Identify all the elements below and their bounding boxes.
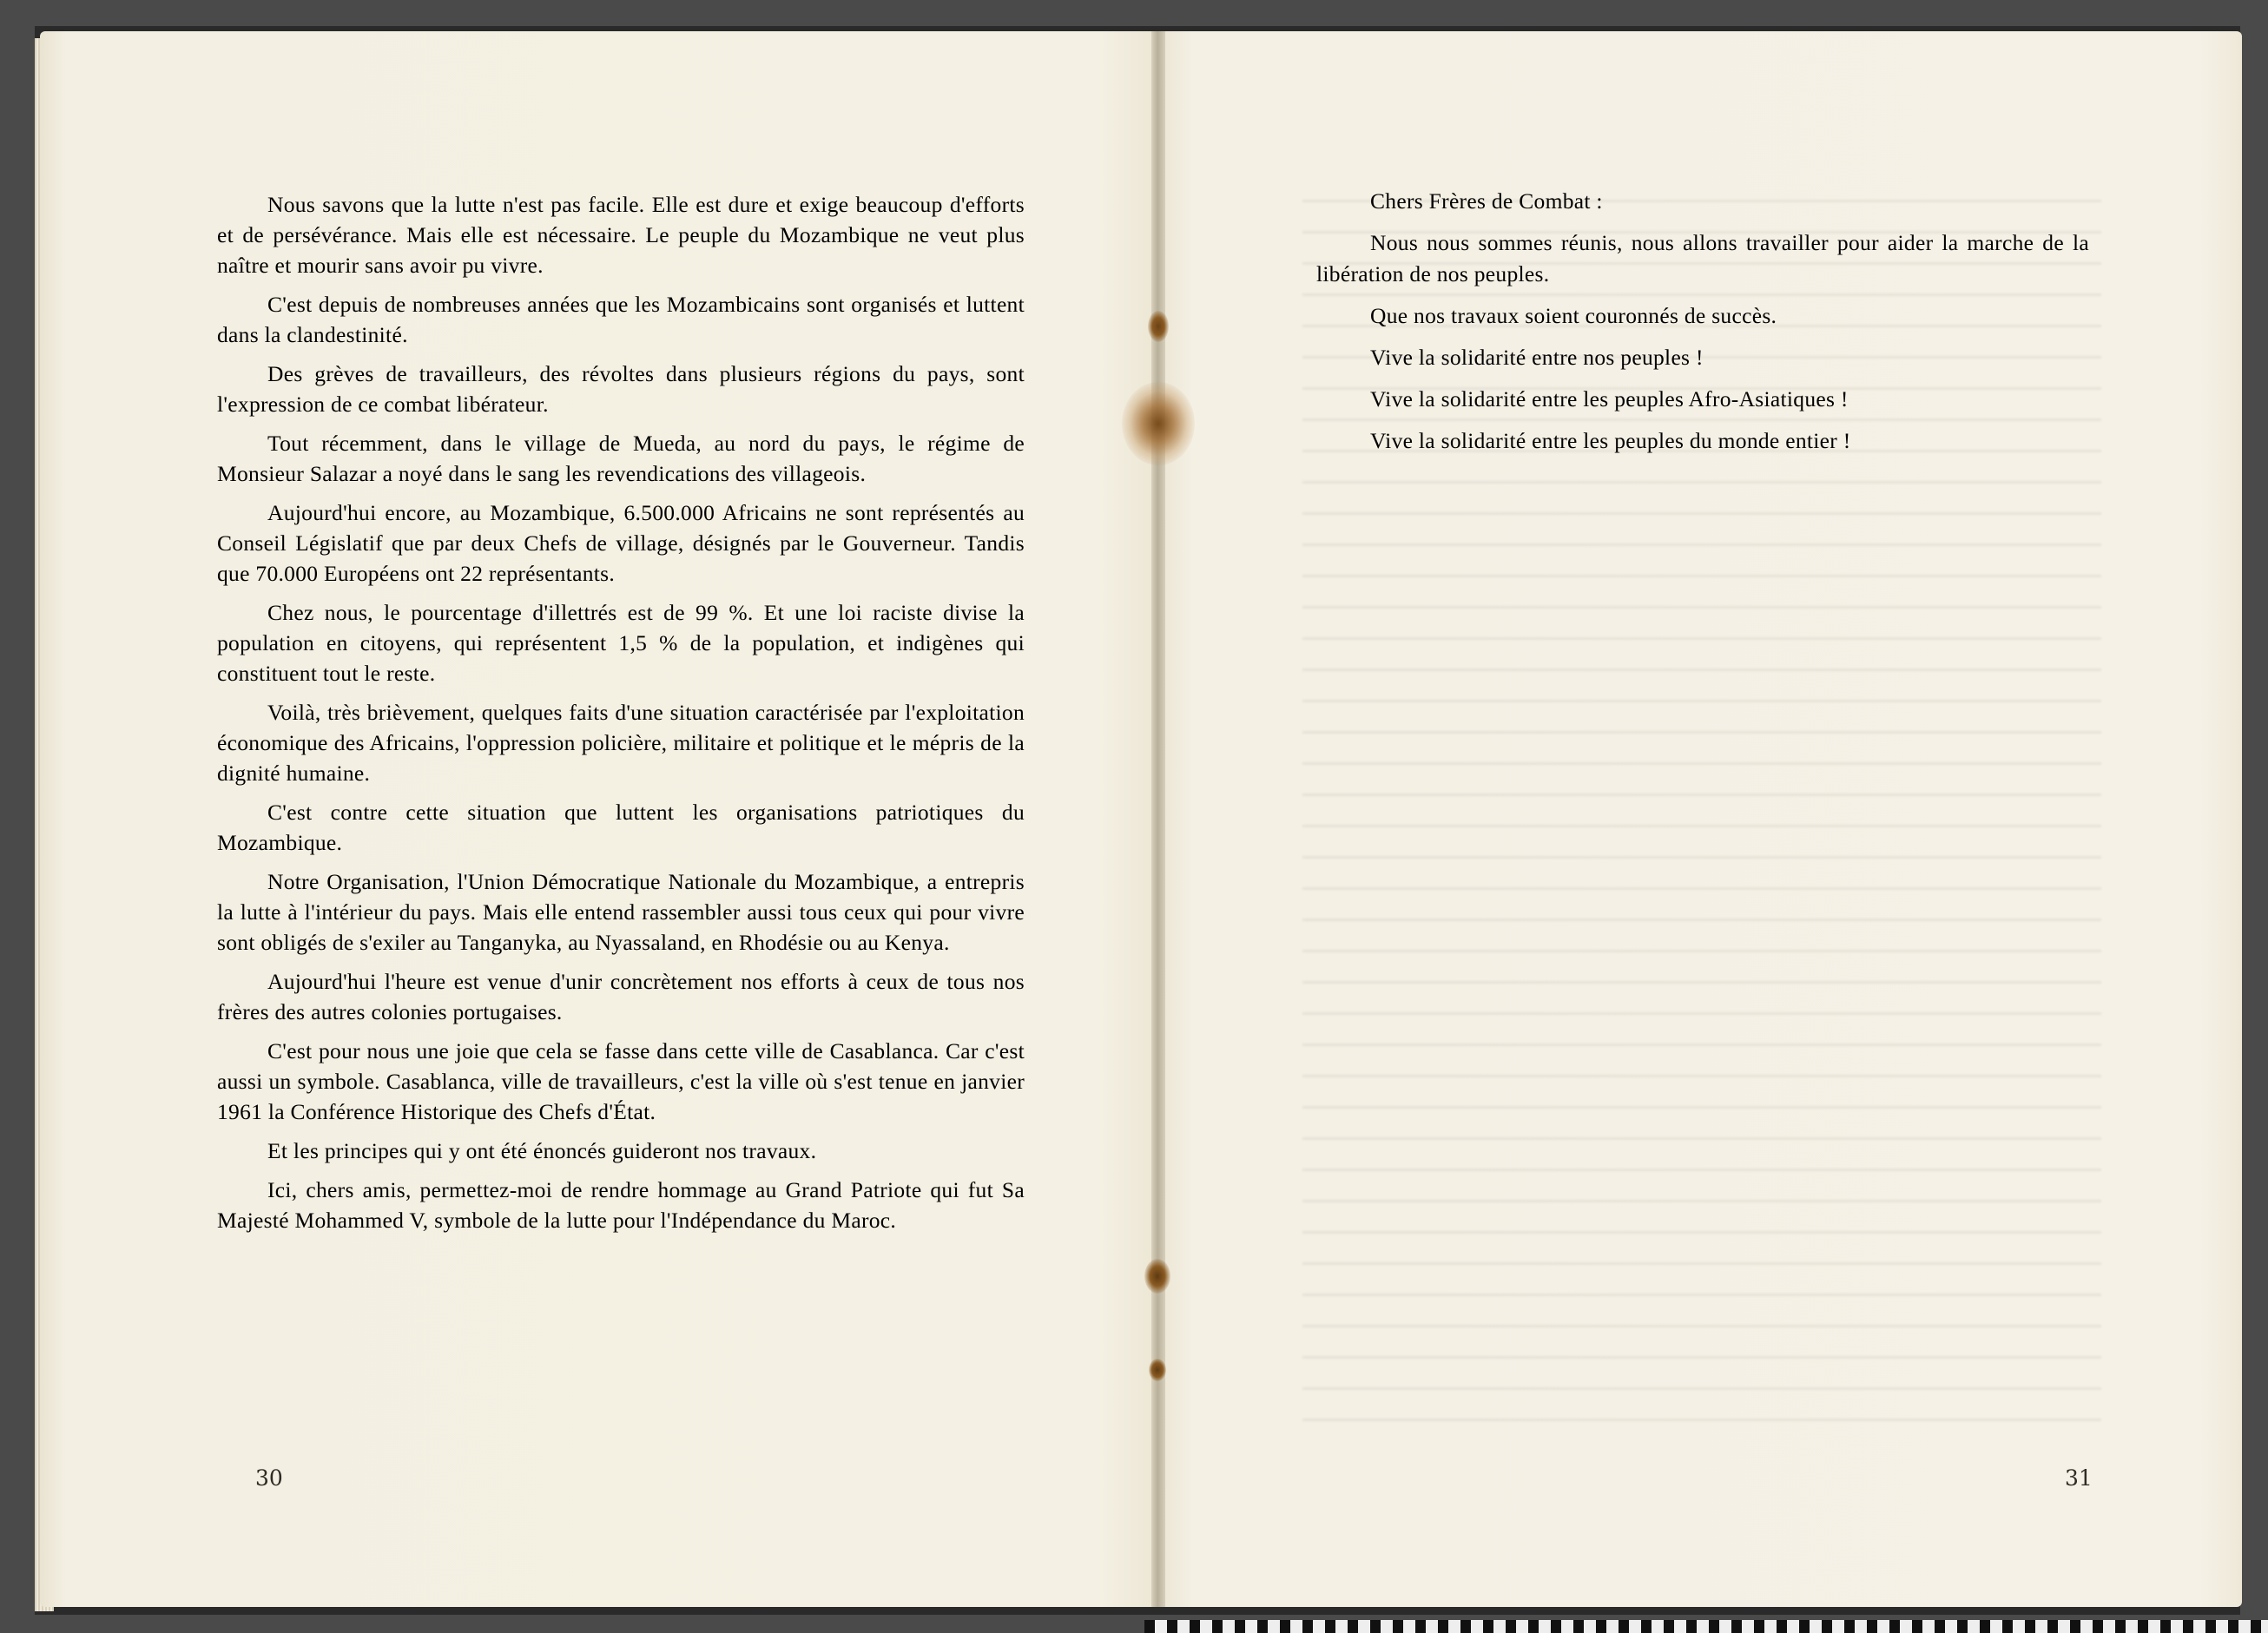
paragraph: C'est contre cette situation que luttent les organisations patriotiques du Mozambique.	[217, 800, 1025, 855]
paragraph: Vive la solidarité entre nos peuples !	[1370, 345, 1704, 370]
paragraph: C'est pour nous une joie que cela se fasse dans cette ville de Casablanca. Car c'est aussi un symbole. Casablanca, ville de travailleurs, c'est la ville où s'est tenue en janvier 1961 la Conférence Historique des Chefs d'État.	[217, 1038, 1025, 1124]
staple-stain-1	[1148, 311, 1169, 342]
paragraph: Tout récemment, dans le village de Mueda, au nord du pays, le régime de Monsieur Salazar a noyé dans le sang les revendications des villageois.	[217, 431, 1025, 486]
paragraph: Notre Organisation, l'Union Démocratique Nationale du Mozambique, a entrepris la lutte à l'intérieur du pays. Mais elle entend rassembler aussi tous ceux qui pour vivre sont obligés de s'exiler au Tanganyka, au Nyassaland, en Rhodésie ou au Kenya.	[217, 869, 1025, 955]
paragraph: Des grèves de travailleurs, des révoltes dans plusieurs régions du pays, sont l'expression de ce combat libérateur.	[217, 361, 1025, 417]
paragraph: Chez nous, le pourcentage d'illettrés est de 99 %. Et une loi raciste divise la population en citoyens, qui représentent 1,5 % de la population, et indigènes qui constituent tout le reste.	[217, 600, 1025, 686]
paragraph: Voilà, très brièvement, quelques faits d'une situation caractérisée par l'exploitation économique des Africains, l'oppression policière, militaire et politique et le mépris de la dignité humaine.	[217, 700, 1025, 786]
salutation: Chers Frères de Combat :	[1370, 188, 1603, 214]
paragraph: Et les principes qui y ont été énoncés guideront nos travaux.	[267, 1138, 817, 1163]
paragraph: C'est depuis de nombreuses années que les Mozambicains sont organisés et luttent dans la clandestinité.	[217, 292, 1025, 347]
paragraph: Que nos travaux soient couronnés de succès.	[1370, 303, 1777, 328]
right-page-body	[1316, 186, 2089, 467]
paragraph: Aujourd'hui encore, au Mozambique, 6.500.000 Africains ne sont représentés au Conseil Législatif que par deux Chefs de village, désignés par le Gouverneur. Tandis que 70.000 Européens ont 22 représentants.	[217, 500, 1025, 586]
page-number-left: 30	[255, 1465, 283, 1491]
left-page-body	[217, 189, 1025, 1244]
staple-stain-3	[1149, 1359, 1166, 1381]
rust-stain-large	[1122, 382, 1195, 465]
page-number-right: 31	[2065, 1465, 2093, 1491]
paragraph: Aujourd'hui l'heure est venue d'unir concrètement nos efforts à ceux de tous nos frères des autres colonies portugaises.	[217, 969, 1025, 1024]
scan-color-scale-bar	[1144, 1620, 2268, 1633]
paragraph: Ici, chers amis, permettez-moi de rendre hommage au Grand Patriote qui fut Sa Majesté Mohammed V, symbole de la lutte pour l'Indépendance du Maroc.	[217, 1177, 1025, 1233]
staple-stain-2	[1144, 1259, 1170, 1294]
paragraph: Vive la solidarité entre les peuples Afro-Asiatiques !	[1370, 386, 1849, 412]
paragraph: Nous nous sommes réunis, nous allons travailler pour aider la marche de la libération de nos peuples.	[1316, 230, 2089, 286]
paragraph: Vive la solidarité entre les peuples du monde entier !	[1370, 428, 1851, 453]
paragraph: Nous savons que la lutte n'est pas facile. Elle est dure et exige beaucoup d'efforts et de persévérance. Mais elle est nécessaire. Le peuple du Mozambique ne veut plus naître et mourir sans avoir pu vivre.	[217, 192, 1025, 278]
